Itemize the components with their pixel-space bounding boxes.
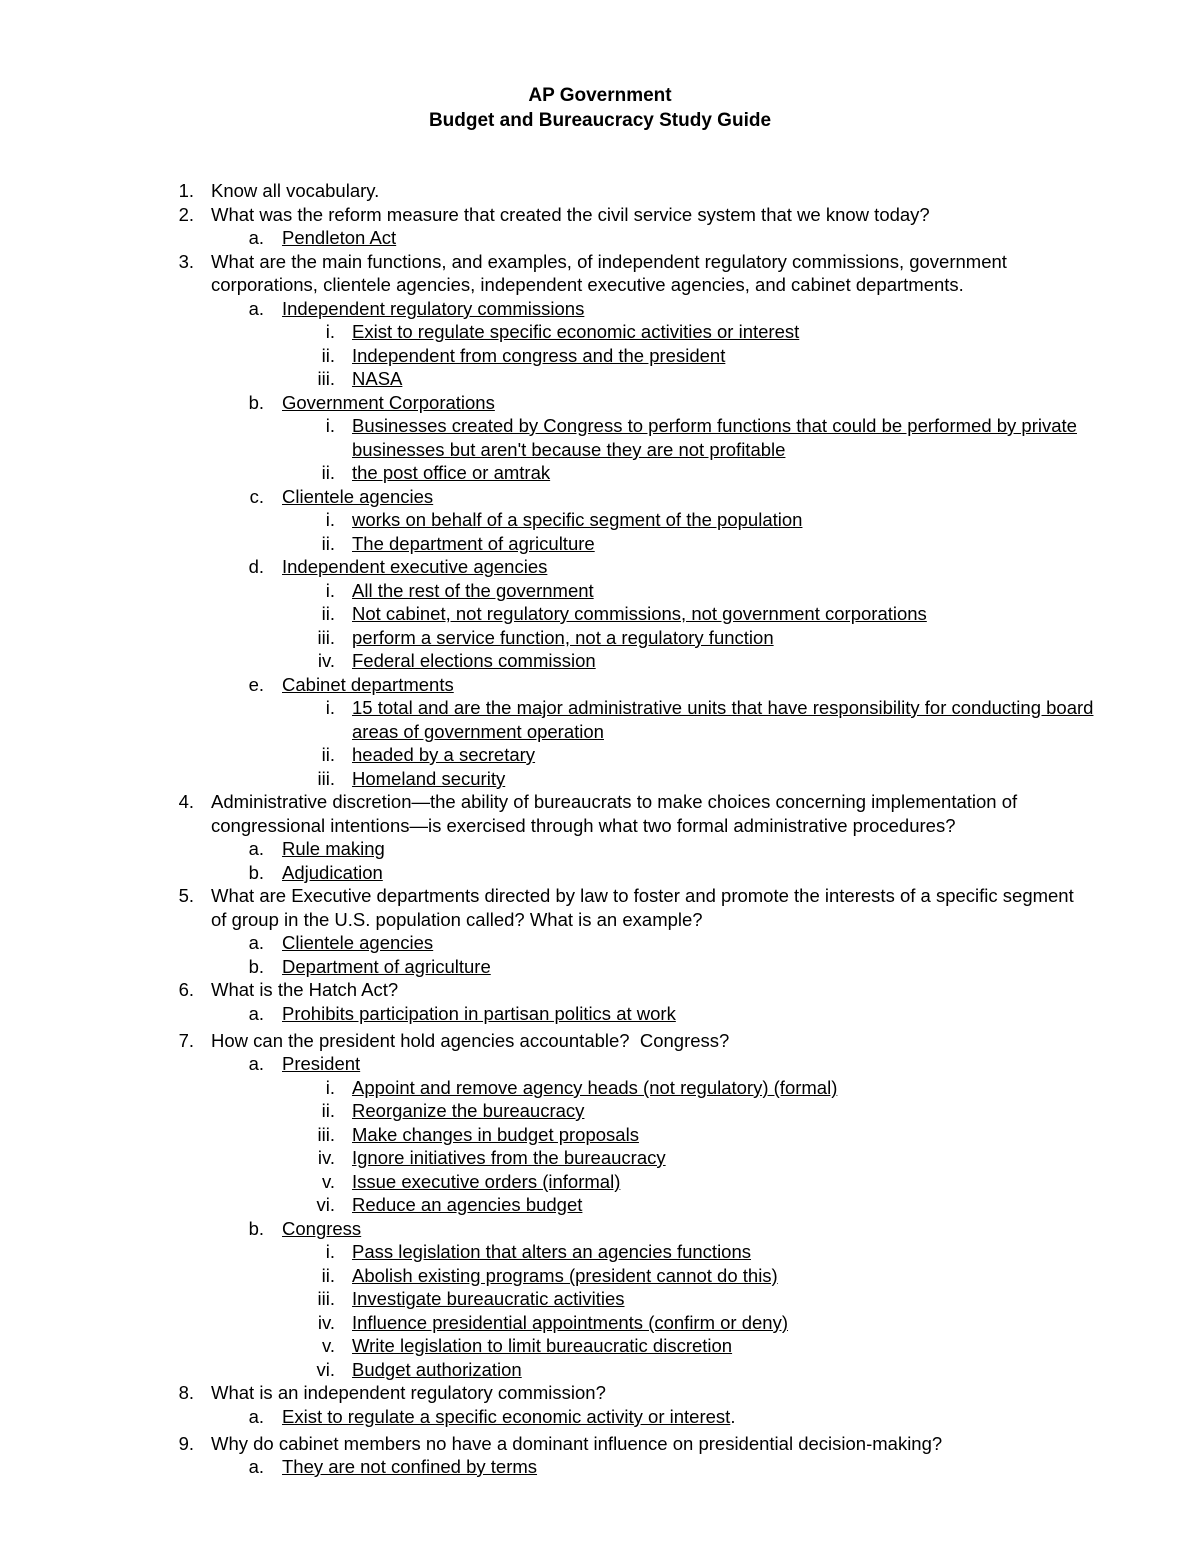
document-page: AP Government Budget and Bureaucracy Study Guide 1. Know all vocabulary. 2. What was the reform measure that created the civil service system that we know today? a. Pendleton Act 3. What are the main functions, and examples, of independent regulatory commissions, government corporations, clientele agencies, independent executive agencies, and cabinet departments. a. Independent regulatory commissions i. Exist to regulate specific economic activities or interest ii. Independent from congress and the president iii. NASA b. Government Corporations i. Businesses created by Congress to perform functions that could be performed by private businesses but aren't because they are not profitable ii. the post office or amtrak c. Clientele agencies i. works on behalf of a specific segment of the population ii. The department of agriculture d. Independent executive agencies i. All the rest of the government ii. Not cabinet, not regulatory commissions, not government corporations iii. perform a service function, not a regulatory function iv. Federal elections commission e. Cabinet departments i. 15 total and are the major administrative units that have responsibility for conducting board areas of government operation ii. headed by a secretary iii. Homeland security 4. Administrative discretion—the ability of bureaucrats to make choices concerning implementation of congressional intentions—is exercised through what two formal administrative procedures? a. Rule making b. Adjudication 5. What are Executive departments directed by law to foster and promote the interests of a specific segment of group in the U.S. population called? What is an example? a. Clientele agencies b. Department of agriculture 6. What is the Hatch Act? a. Prohibits participation in partisan politics at work 7. How can the president hold agencies accountable? Congress? a. President i. Appoint and remove agency heads (not regulatory) (formal) ii. Reorganize the bureaucracy iii. Make changes in budget proposals iv. Ignore initiatives from the bureaucracy v. Issue executive orders (informal) vi. Reduce an agencies budget b. Congress i. Pass legislation that alters an agencies functions ii. Abolish existing programs (president cannot do this) iii. Investigate bureaucratic activities iv. Influence presidential appointments (confirm or deny) v. Write legislation to limit bureaucratic discretion vi. Budget authorization 8. What is an independent regulatory commission? a. Exist to regulate a specific economic activity or interest. 9. Why do cabinet members no have a dominant influence on presidential decision-making? a. They are not confined by terms [0,0,1200,1553]
document-title: AP Government [528,85,672,106]
document-subtitle: Budget and Bureaucracy Study Guide [428,110,772,131]
